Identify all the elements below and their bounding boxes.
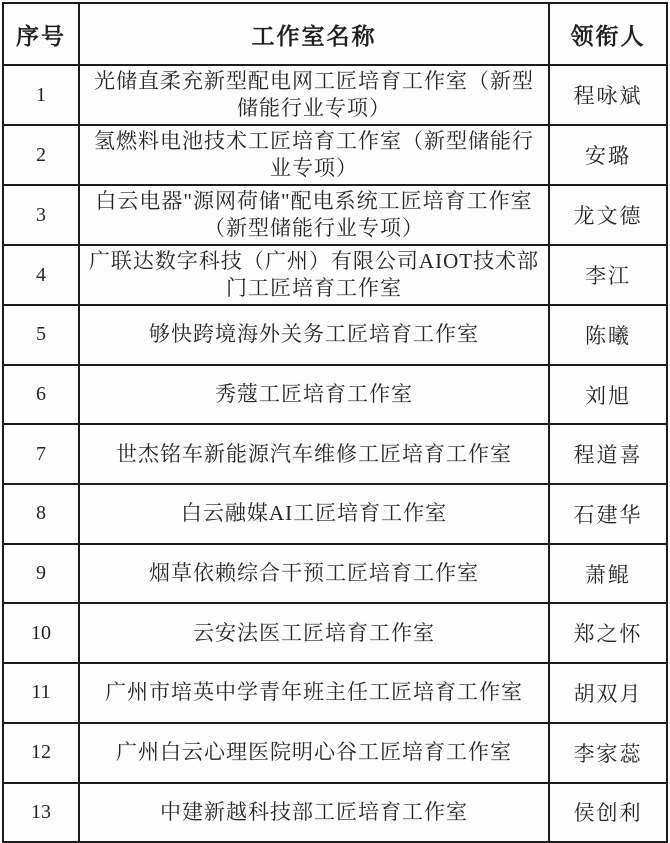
workshop-name: 白云电器"源网荷储"配电系统工匠培育工作室（新型储能行业专项）	[79, 185, 549, 245]
leader-name: 陈曦	[549, 305, 667, 365]
table-row	[3, 723, 667, 783]
serial-number: 5	[3, 305, 79, 365]
serial-number: 4	[3, 245, 79, 305]
table-row	[3, 663, 667, 723]
serial-number: 12	[3, 723, 79, 783]
table-row	[3, 544, 667, 604]
leader-name: 龙文德	[549, 185, 667, 245]
serial-number: 8	[3, 484, 79, 544]
table-header	[3, 3, 667, 65]
leader-name: 侯创利	[549, 783, 667, 843]
workshop-name: 世杰铭车新能源汽车维修工匠培育工作室	[79, 424, 549, 484]
table-row	[3, 185, 667, 245]
leader-name: 郑之怀	[549, 603, 667, 663]
workshop-name: 广州市培英中学青年班主任工匠培育工作室	[79, 663, 549, 723]
column-header-workshop-name: 工作室名称	[79, 3, 549, 65]
table-row	[3, 305, 667, 365]
workshop-name: 氢燃料电池技术工匠培育工作室（新型储能行业专项）	[79, 125, 549, 185]
serial-number: 10	[3, 603, 79, 663]
serial-number: 2	[3, 125, 79, 185]
workshop-name: 中建新越科技部工匠培育工作室	[79, 783, 549, 843]
workshop-name: 广联达数字科技（广州）有限公司AIOT技术部门工匠培育工作室	[79, 245, 549, 305]
serial-number: 11	[3, 663, 79, 723]
serial-number: 9	[3, 544, 79, 604]
workshop-table	[2, 2, 668, 843]
workshop-name: 烟草依赖综合干预工匠培育工作室	[79, 544, 549, 604]
table-row	[3, 484, 667, 544]
table-body	[3, 65, 667, 842]
workshop-name: 白云融媒AI工匠培育工作室	[79, 484, 549, 544]
leader-name: 刘旭	[549, 365, 667, 425]
table-row	[3, 65, 667, 125]
workshop-name: 云安法医工匠培育工作室	[79, 603, 549, 663]
leader-name: 安璐	[549, 125, 667, 185]
leader-name: 李家蕊	[549, 723, 667, 783]
serial-number: 1	[3, 65, 79, 125]
table-row	[3, 603, 667, 663]
workshop-name: 光储直柔充新型配电网工匠培育工作室（新型储能行业专项）	[79, 65, 549, 125]
column-header-serial: 序号	[3, 3, 79, 65]
workshop-name: 秀蔻工匠培育工作室	[79, 365, 549, 425]
leader-name: 李江	[549, 245, 667, 305]
leader-name: 程咏斌	[549, 65, 667, 125]
leader-name: 程道喜	[549, 424, 667, 484]
workshop-name: 广州白云心理医院明心谷工匠培育工作室	[79, 723, 549, 783]
serial-number: 7	[3, 424, 79, 484]
table-row	[3, 245, 667, 305]
serial-number: 3	[3, 185, 79, 245]
leader-name: 石建华	[549, 484, 667, 544]
header-row	[3, 3, 667, 65]
leader-name: 萧鲲	[549, 544, 667, 604]
workshop-name: 够快跨境海外关务工匠培育工作室	[79, 305, 549, 365]
serial-number: 13	[3, 783, 79, 843]
leader-name: 胡双月	[549, 663, 667, 723]
serial-number: 6	[3, 365, 79, 425]
column-header-leader: 领衔人	[549, 3, 667, 65]
table-row	[3, 365, 667, 425]
table-row	[3, 125, 667, 185]
table-row	[3, 783, 667, 843]
table-row	[3, 424, 667, 484]
